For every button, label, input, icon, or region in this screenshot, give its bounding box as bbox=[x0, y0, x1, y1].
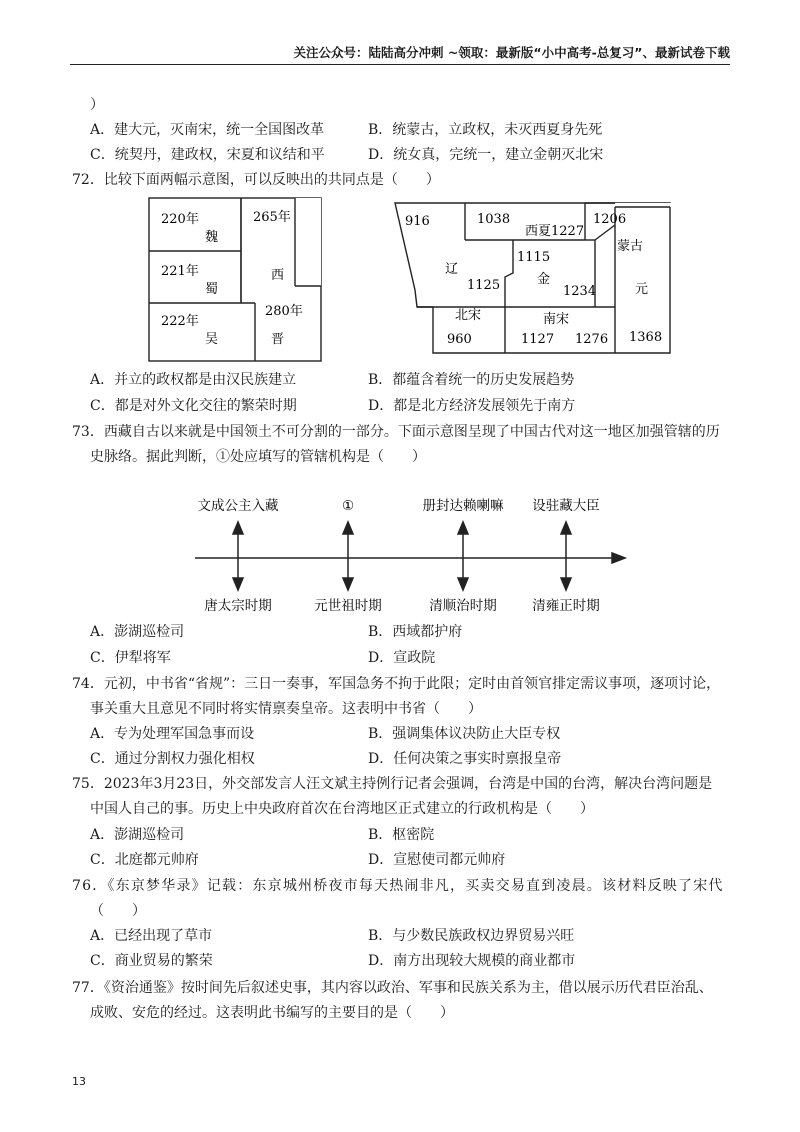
shu-year-label: 221年 bbox=[161, 264, 199, 279]
q75-option-c[interactable]: C．北庭都元帅府 bbox=[90, 852, 199, 868]
q74-option-b[interactable]: B．强调集体议决防止大臣专权 bbox=[368, 726, 561, 742]
q72-option-b[interactable]: B．都蕴含着统一的历史发展趋势 bbox=[368, 372, 575, 388]
q75-stem-line2: 中国人自己的事。历史上中央政府首次在台湾地区正式建立的行政机构是（ ） bbox=[90, 801, 594, 817]
q75-option-b[interactable]: B．枢密院 bbox=[368, 827, 435, 843]
shu-label: 蜀 bbox=[205, 282, 219, 297]
q76-option-a[interactable]: A．已经出现了草市 bbox=[90, 928, 213, 944]
q77-stem-line2: 成败、安危的经过。这表明此书编写的主要目的是（ ） bbox=[90, 1005, 454, 1021]
nansong-label: 南宋 bbox=[543, 312, 570, 327]
page-number: 13 bbox=[72, 1075, 86, 1088]
q71-stem-end: ） bbox=[90, 97, 104, 113]
q71-option-b[interactable]: B．统蒙古，立政权，未灭西夏身先死 bbox=[368, 122, 603, 138]
xixia-label: 西夏1227 bbox=[525, 224, 585, 239]
wu-year-label: 222年 bbox=[161, 314, 199, 329]
q72-option-a[interactable]: A．并立的政权都是由汉民族建立 bbox=[90, 372, 297, 388]
q76-stem-line2: （ ） bbox=[90, 903, 146, 919]
page-header: 关注公众号：陆陆高分冲刺 ~领取：最新版“小中高考-总复习”、最新试卷下载 bbox=[70, 42, 730, 65]
q76-stem-line1: 76．《东京梦华录》记载：东京城州桥夜市每天热闹非凡，买卖交易直到凌晨。该材料反映了宋代 bbox=[72, 878, 724, 894]
yuan-end-label: 1368 bbox=[629, 330, 663, 345]
timeline-arrows bbox=[233, 522, 571, 590]
q73-option-d[interactable]: D．宣政院 bbox=[368, 650, 436, 666]
liao-end-label: 1125 bbox=[467, 278, 501, 293]
q77-stem-line1: 77．《资治通鉴》按时间先后叙述史事，其内容以政治、军事和民族关系为主，借以展示历代君臣治乱、 bbox=[72, 980, 713, 996]
beisong-label: 北宋 bbox=[455, 308, 482, 323]
jin-end-label: 1234 bbox=[563, 284, 597, 299]
q75-option-d[interactable]: D．宣慰使司都元帅府 bbox=[368, 852, 506, 868]
q76-option-b[interactable]: B．与少数民族政权边界贸易兴旺 bbox=[368, 928, 575, 944]
wei-label: 魏 bbox=[205, 230, 219, 245]
q71-option-a[interactable]: A．建大元，灭南宋，统一全国图改革 bbox=[90, 122, 325, 138]
three-kingdoms-diagram bbox=[145, 195, 325, 365]
timeline-period-1: 唐太宗时期 bbox=[204, 598, 272, 614]
q72-option-d[interactable]: D．都是北方经济发展领先于南方 bbox=[368, 398, 576, 414]
q71-option-c[interactable]: C．统契丹，建政权，宋夏和议结和平 bbox=[90, 147, 325, 163]
q74-stem-line1: 74．元初，中书省“省规”：三日一奏事，军国急务不拘于此限；定时由首领官排定需议事项，逐项讨论， bbox=[72, 676, 721, 692]
q74-option-c[interactable]: C．通过分割权力强化相权 bbox=[90, 751, 255, 767]
jin-unify-year-label: 280年 bbox=[265, 304, 303, 319]
q75-option-a[interactable]: A．澎湖巡检司 bbox=[90, 827, 185, 843]
menggu-start-label: 1206 bbox=[593, 212, 627, 227]
tibet-timeline bbox=[190, 492, 630, 617]
q76-option-c[interactable]: C．商业贸易的繁荣 bbox=[90, 953, 213, 969]
q73-option-c[interactable]: C．伊犁将军 bbox=[90, 650, 171, 666]
song-liao-jin-diagram bbox=[385, 195, 675, 360]
beisong-start-label: 960 bbox=[447, 332, 472, 347]
timeline-event-2: ① bbox=[341, 498, 355, 514]
q76-option-d[interactable]: D．南方出现较大规模的商业都市 bbox=[368, 953, 576, 969]
q74-option-d[interactable]: D．任何决策之事实时禀报皇帝 bbox=[368, 751, 562, 767]
menggu-label: 蒙古 bbox=[617, 239, 644, 254]
q72-stem: 72．比较下面两幅示意图，可以反映出的共同点是（ ） bbox=[72, 172, 440, 188]
timeline-period-2: 元世祖时期 bbox=[314, 598, 382, 614]
q73-option-a[interactable]: A．澎湖巡检司 bbox=[90, 624, 185, 640]
q74-stem-line2: 事关重大且意见不同时将实情禀奏皇帝。这表明中书省（ ） bbox=[90, 701, 482, 717]
timeline-period-4: 清雍正时期 bbox=[532, 598, 600, 614]
q73-option-b[interactable]: B．西域都护府 bbox=[368, 624, 463, 640]
yuan-label: 元 bbox=[635, 282, 649, 297]
jin-start-year-label: 265年 bbox=[253, 210, 291, 225]
timeline-event-4: 设驻藏大臣 bbox=[532, 498, 600, 514]
jin-start-label: 1115 bbox=[517, 250, 551, 265]
liao-start-label: 916 bbox=[405, 214, 430, 229]
wei-year-label: 220年 bbox=[161, 212, 199, 227]
xi-label: 西 bbox=[271, 268, 285, 283]
timeline-event-1: 文成公主入藏 bbox=[197, 498, 279, 514]
jin-label: 晋 bbox=[271, 332, 285, 347]
q74-option-a[interactable]: A．专为处理军国急事而设 bbox=[90, 726, 255, 742]
jin-label: 金 bbox=[537, 272, 551, 287]
wu-label: 吴 bbox=[205, 332, 219, 347]
nansong-start-label: 1127 bbox=[521, 332, 555, 347]
timeline-period-3: 清顺治时期 bbox=[429, 598, 497, 614]
q73-stem-line1: 73．西藏自古以来就是中国领土不可分割的一部分。下面示意图呈现了中国古代对这一地区加强管辖的历 bbox=[72, 424, 720, 440]
timeline-event-3: 册封达赖喇嘛 bbox=[422, 498, 504, 514]
nansong-end-label: 1276 bbox=[575, 332, 609, 347]
q72-option-c[interactable]: C．都是对外文化交往的繁荣时期 bbox=[90, 398, 297, 414]
liao-label: 辽 bbox=[445, 262, 459, 277]
xixia-start-label: 1038 bbox=[477, 212, 511, 227]
q75-stem-line1: 75．2023年3月23日，外交部发言人汪文斌主持例行记者会强调，台湾是中国的台湾，解决台湾问题是 bbox=[72, 776, 713, 792]
q73-stem-line2: 史脉络。据此判断，①处应填写的管辖机构是（ ） bbox=[90, 449, 426, 465]
q71-option-d[interactable]: D．统女真，完统一，建立金朝灭北宋 bbox=[368, 147, 604, 163]
